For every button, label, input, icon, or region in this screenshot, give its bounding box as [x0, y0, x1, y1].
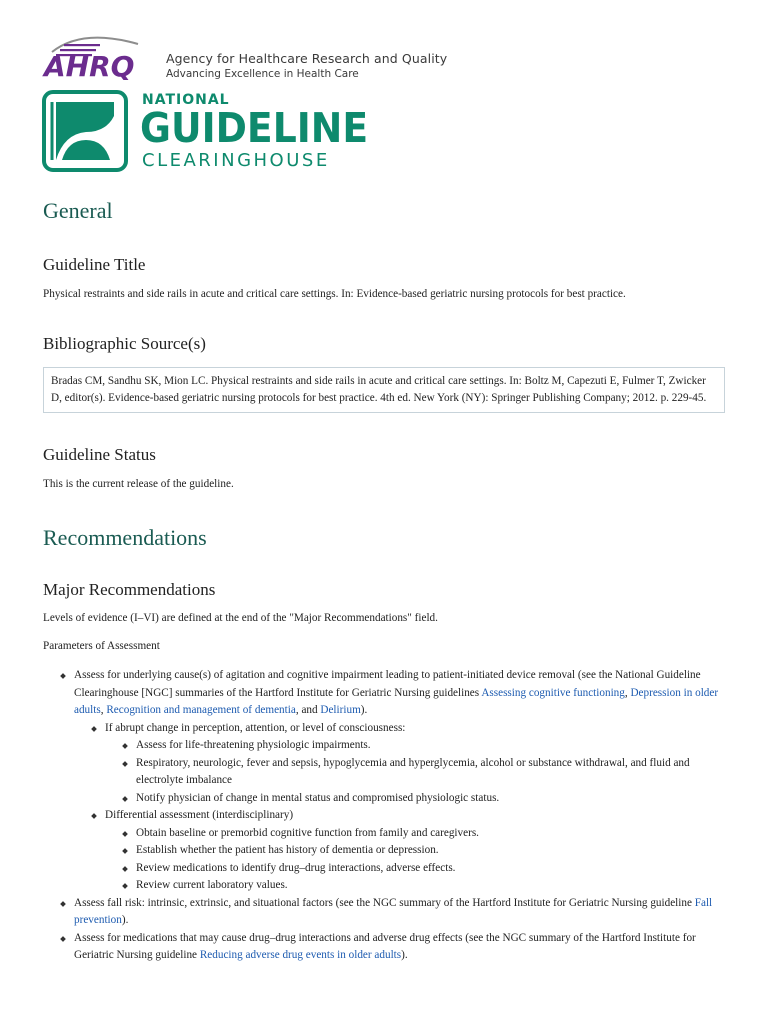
recommendations-list: [43, 667, 725, 965]
bullet-icon: [122, 883, 128, 889]
bibliographic-source-box: Bradas CM, Sandhu SK, Mion LC. Physical restraints and side rails in acute and critical care settings. In: Boltz M, Capezuti E, Fulmer T, Zwicker D, editor(s). Evidence-based geriatric nursing protocols for best practice. 4th ed. New York (NY): Springer Publishing Company; 2012. p. 229-45.: [43, 367, 725, 413]
major-recommendations-label: Major Recommendations: [43, 580, 216, 599]
list-item: Notify physician of change in mental status and compromised physiologic status.: [105, 790, 725, 808]
list-item: Assess for underlying cause(s) of agitation and cognitive impairment leading to patient-initiated device removal (see the National Guideline Clearinghouse [NGC] summaries of the Hartford Institute for Geriatric Nursing guidelines Assessing cognitive functioning, Depression in older adults, Recognition and management of dementia, and Delirium). If abrupt change in perception, attention, or level of consciousness: Assess for life-threatening physiologic impairments. Respiratory, neurologic, fever and sepsis, hypoglycemia and hyperglycemia, alcohol or substance withdrawal, and fluid and electrolyte imbalance Notify physician of change in mental status and compromised physiologic status. Differential assessment (interdisciplinary) Obtain baseline or premorbid cognitive function from family and caregivers. Establish whether the patient has history of dementia or depression. Review medications to identify drug–drug interactions, adverse effects. Review current laboratory values.: [43, 667, 725, 895]
list-item: Assess fall risk: intrinsic, extrinsic, and situational factors (see the NGC summary of the Hartford Institute for Geriatric Nursing guideline Fall prevention).: [43, 895, 725, 930]
guideline-status-text: This is the current release of the guideline.: [43, 478, 234, 490]
ngc-logo-icon: [42, 90, 128, 172]
ngc-clearinghouse-text: CLEARINGHOUSE: [142, 150, 330, 171]
sub-list: [105, 737, 725, 807]
sub-list: [105, 825, 725, 895]
bullet-icon: [60, 673, 66, 679]
parameters-of-assessment-text: Parameters of Assessment: [43, 640, 160, 652]
bullet-icon: [122, 831, 128, 837]
ngc-national-text: NATIONAL: [142, 92, 230, 108]
general-heading: General: [43, 198, 113, 223]
svg-text:AHRQ: AHRQ: [44, 50, 135, 80]
agency-name: Agency for Healthcare Research and Quality: [166, 51, 448, 66]
bullet-icon: [91, 726, 97, 732]
guideline-status-label: Guideline Status: [43, 445, 156, 464]
link-recognition-management-dementia[interactable]: Recognition and management of dementia: [106, 704, 296, 716]
link-fall-prevention[interactable]: Fall prevention: [74, 896, 713, 926]
bullet-icon: [60, 901, 66, 907]
ngc-logo[interactable]: [42, 90, 372, 174]
link-assessing-cognitive-functioning[interactable]: Assessing cognitive functioning: [481, 686, 625, 699]
list-item: Respiratory, neurologic, fever and sepsis, hypoglycemia and hyperglycemia, alcohol or substance withdrawal, and fluid and electrolyte imbalance: [105, 755, 725, 790]
bullet-icon: [122, 761, 128, 767]
sub-list: [74, 720, 725, 895]
link-depression-in-older-adults[interactable]: Depression in older adults: [74, 686, 719, 716]
bullet-icon: [122, 743, 128, 749]
bullet-icon: [122, 796, 128, 802]
bullet-icon: [60, 936, 66, 942]
guideline-title-text: Physical restraints and side rails in acute and critical care settings. In: Evidence-based geriatric nursing protocols for best practice.: [43, 288, 626, 300]
bibliographic-source-label: Bibliographic Source(s): [43, 334, 206, 353]
bullet-icon: [122, 848, 128, 854]
ngc-guideline-text: GUIDELINE: [140, 104, 369, 152]
list-item: If abrupt change in perception, attention, or level of consciousness: Assess for life-threatening physiologic impairments. Respiratory, neurologic, fever and sepsis, hypoglycemia and hyperglycemia, alcohol or substance withdrawal, and fluid and electrolyte imbalance Notify physician of change in mental status and compromised physiologic status.: [74, 720, 725, 808]
list-item: Review current laboratory values.: [105, 877, 725, 895]
list-item: Review medications to identify drug–drug interactions, adverse effects.: [105, 860, 725, 878]
link-delirium[interactable]: Delirium: [320, 704, 361, 716]
list-item: Assess for life-threatening physiologic impairments.: [105, 737, 725, 755]
recommendations-heading: Recommendations: [43, 525, 207, 550]
list-item: Establish whether the patient has history of dementia or depression.: [105, 842, 725, 860]
list-item: Obtain baseline or premorbid cognitive function from family and caregivers.: [105, 825, 725, 843]
levels-of-evidence-text: Levels of evidence (I–VI) are defined at the end of the "Major Recommendations" field.: [43, 612, 438, 624]
link-reducing-adverse-drug-events[interactable]: Reducing adverse drug events in older adults: [199, 949, 402, 961]
bullet-icon: [91, 813, 97, 819]
bullet-icon: [122, 866, 128, 872]
ahrq-logo-icon: [42, 34, 160, 80]
ahrq-logo[interactable]: [42, 34, 502, 80]
list-item: Differential assessment (interdisciplinary) Obtain baseline or premorbid cognitive function from family and caregivers. Establish whether the patient has history of dementia or depression. Review medications to identify drug–drug interactions, adverse effects. Review current laboratory values.: [74, 807, 725, 895]
agency-tagline: Advancing Excellence in Health Care: [166, 68, 359, 80]
main-content: [43, 196, 725, 965]
list-item: Assess for medications that may cause drug–drug interactions and adverse drug effects (see the NGC summary of the Hartford Institute for Geriatric Nursing guideline Reducing adverse drug events in older adults).: [43, 930, 725, 965]
guideline-title-label: Guideline Title: [43, 255, 146, 274]
